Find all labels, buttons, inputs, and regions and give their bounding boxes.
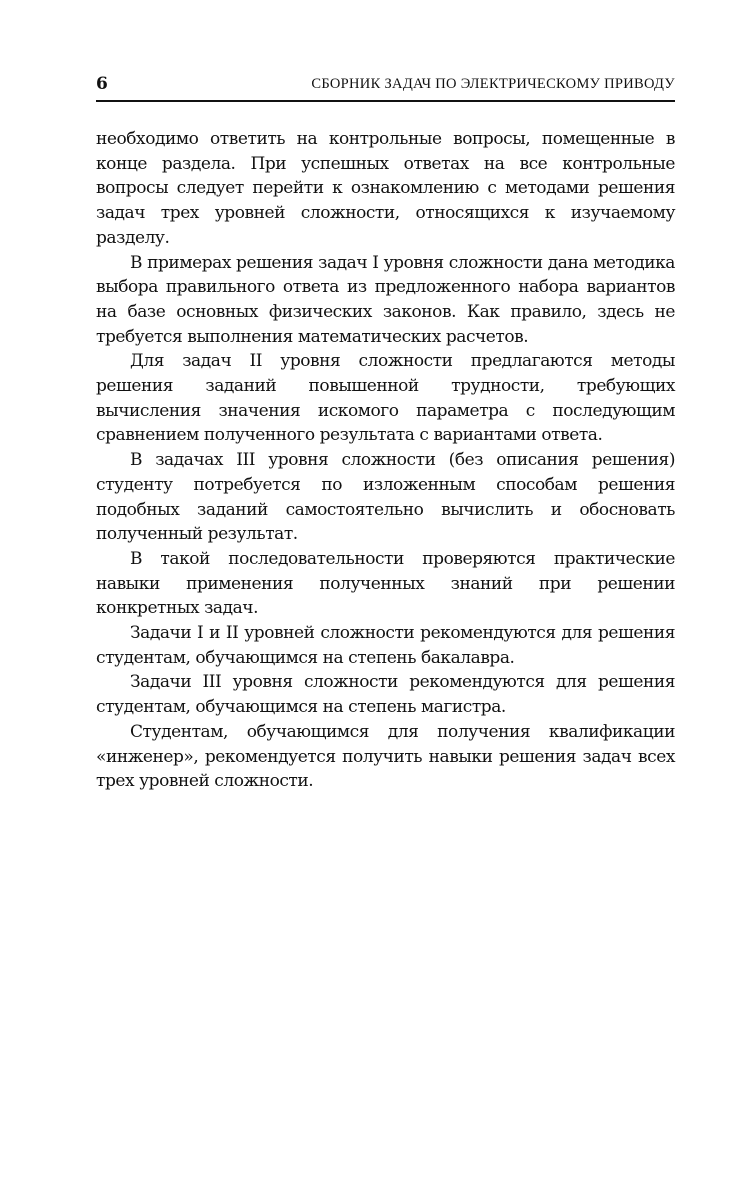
paragraph-bachelor: Задачи I и II уровней сложности рекомендуются для решения студентам, обучающимся на степень бакалавра.	[96, 623, 675, 668]
paragraph-level-one: В примерах решения задач I уровня сложности дана методика выбора правильного ответа из предложенного набора вариантов на базе основных физических законов. Как правило, здесь не требуется выполнения математических расчетов.	[96, 252, 675, 347]
paragraph-sequence: В такой последовательности проверяются практические навыки применения полученных знаний при решении конкретных задач.	[96, 548, 675, 619]
paragraph-level-two: Для задач II уровня сложности предлагаются методы решения заданий повышенной трудности, требующих вычисления значения искомого параметра с последующим сравнением полученного результата с вариантами ответа.	[96, 351, 675, 446]
body-text	[96, 127, 675, 794]
paragraph-continued: необходимо ответить на контрольные вопросы, помещенные в конце раздела. При успешных ответах на все контрольные вопросы следует перейти к ознакомлению с методами решения задач трех уровней сложности, относящихся к изучаемому разделу.	[96, 129, 675, 248]
paragraph-engineer: Студентам, обучающимся для получения квалификации «инженер», рекомендуется получить навыки решения задач всех трех уровней сложности.	[96, 721, 675, 792]
paragraph-level-three: В задачах III уровня сложности (без описания решения) студенту потребуется по изложенным способам решения подобных заданий самостоятельно вычислить и обосновать полученный результат.	[96, 450, 675, 545]
running-title: СБОРНИК ЗАДАЧ ПО ЭЛЕКТРИЧЕСКОМУ ПРИВОДУ	[311, 76, 675, 92]
page-header	[96, 70, 675, 102]
page-number: 6	[96, 74, 108, 94]
paragraph-master: Задачи III уровня сложности рекомендуются для решения студентам, обучающимся на степень магистра.	[96, 672, 675, 718]
